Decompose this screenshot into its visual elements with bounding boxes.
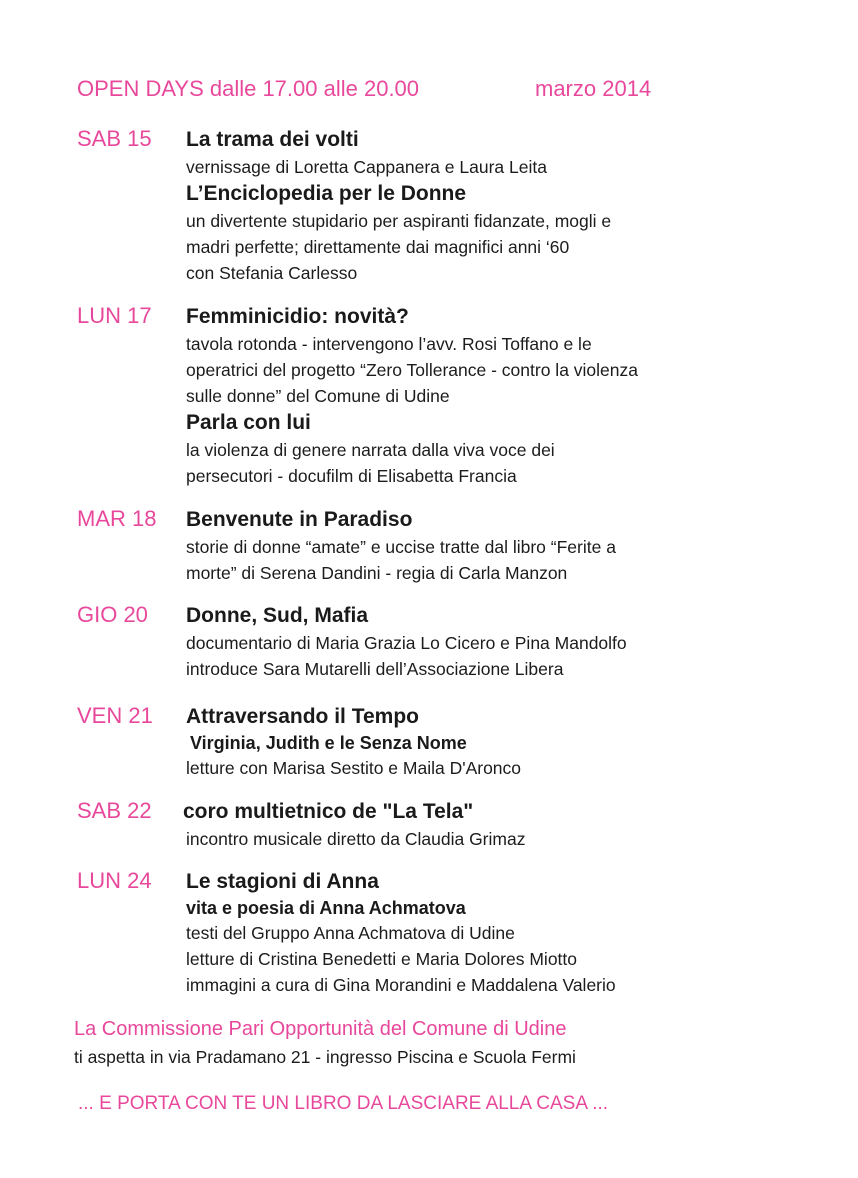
event-content: [186, 303, 806, 489]
event-line: un divertente stupidario per aspiranti fidanzate, mogli e: [186, 211, 612, 231]
open-days-label: OPEN DAYS dalle 17.00 alle 20.00: [77, 76, 420, 101]
event-day: GIO 20: [77, 602, 148, 627]
event-title: Femminicidio: novità?: [186, 305, 409, 328]
commission-text: La Commissione Pari Opportunità del Comune di Udine: [74, 1018, 567, 1040]
event-title: Attraversando il Tempo: [186, 705, 419, 728]
event-content: [183, 798, 803, 852]
event-subtitle: Virginia, Judith e le Senza Nome: [190, 733, 467, 753]
event-title: La trama dei volti: [186, 128, 359, 151]
event-line: storie di donne “amate” e uccise tratte dal libro “Ferite a: [186, 537, 616, 557]
month-label: marzo 2014: [535, 76, 652, 101]
event-line: operatrici del progetto “Zero Tollerance - contro la violenza: [186, 360, 638, 380]
event-title: Donne, Sud, Mafia: [186, 604, 369, 627]
event-content: [186, 506, 806, 586]
event-title: L’Enciclopedia per le Donne: [186, 182, 467, 205]
event-line: persecutori - docufilm di Elisabetta Francia: [186, 466, 517, 486]
slogan-text: ... E PORTA CON TE UN LIBRO DA LASCIARE ALLA CASA ...: [78, 1093, 609, 1114]
event-title: Parla con lui: [186, 411, 311, 434]
event-line: letture di Cristina Benedetti e Maria Dolores Miotto: [186, 949, 578, 969]
header: [77, 76, 652, 102]
event-content: [186, 602, 806, 682]
event-day: VEN 21: [77, 703, 153, 728]
event-line: tavola rotonda - intervengono l’avv. Rosi Toffano e le: [186, 334, 592, 354]
event-line: immagini a cura di Gina Morandini e Maddalena Valerio: [186, 975, 616, 995]
event-day: LUN 17: [77, 303, 152, 328]
event-line: incontro musicale diretto da Claudia Grimaz: [186, 829, 526, 849]
event-content: [186, 703, 806, 781]
event-line: documentario di Maria Grazia Lo Cicero e Pina Mandolfo: [186, 633, 627, 653]
event-line: morte” di Serena Dandini - regia di Carla Manzon: [186, 563, 568, 583]
event-content: [186, 126, 806, 286]
event-line: la violenza di genere narrata dalla viva voce dei: [186, 440, 555, 460]
event-line: con Stefania Carlesso: [186, 263, 358, 283]
event-title: Le stagioni di Anna: [186, 870, 379, 893]
event-title: coro multietnico de "La Tela": [183, 800, 474, 823]
event-line: vernissage di Loretta Cappanera e Laura Leita: [186, 157, 547, 177]
event-line: letture con Marisa Sestito e Maila D'Aronco: [186, 758, 522, 778]
event-day: SAB 22: [77, 798, 152, 823]
event-day: MAR 18: [77, 506, 157, 531]
event-line: sulle donne” del Comune di Udine: [186, 386, 450, 406]
address-text: ti aspetta in via Pradamano 21 - ingresso Piscina e Scuola Fermi: [74, 1047, 576, 1067]
event-subtitle: vita e poesia di Anna Achmatova: [186, 898, 466, 918]
event-day: LUN 24: [77, 868, 152, 893]
event-content: [186, 868, 806, 998]
event-line: introduce Sara Mutarelli dell’Associazione Libera: [186, 659, 564, 679]
event-title: Benvenute in Paradiso: [186, 508, 413, 531]
event-line: madri perfette; direttamente dai magnifici anni ‘60: [186, 237, 570, 257]
event-line: testi del Gruppo Anna Achmatova di Udine: [186, 923, 515, 943]
event-day: SAB 15: [77, 126, 152, 151]
